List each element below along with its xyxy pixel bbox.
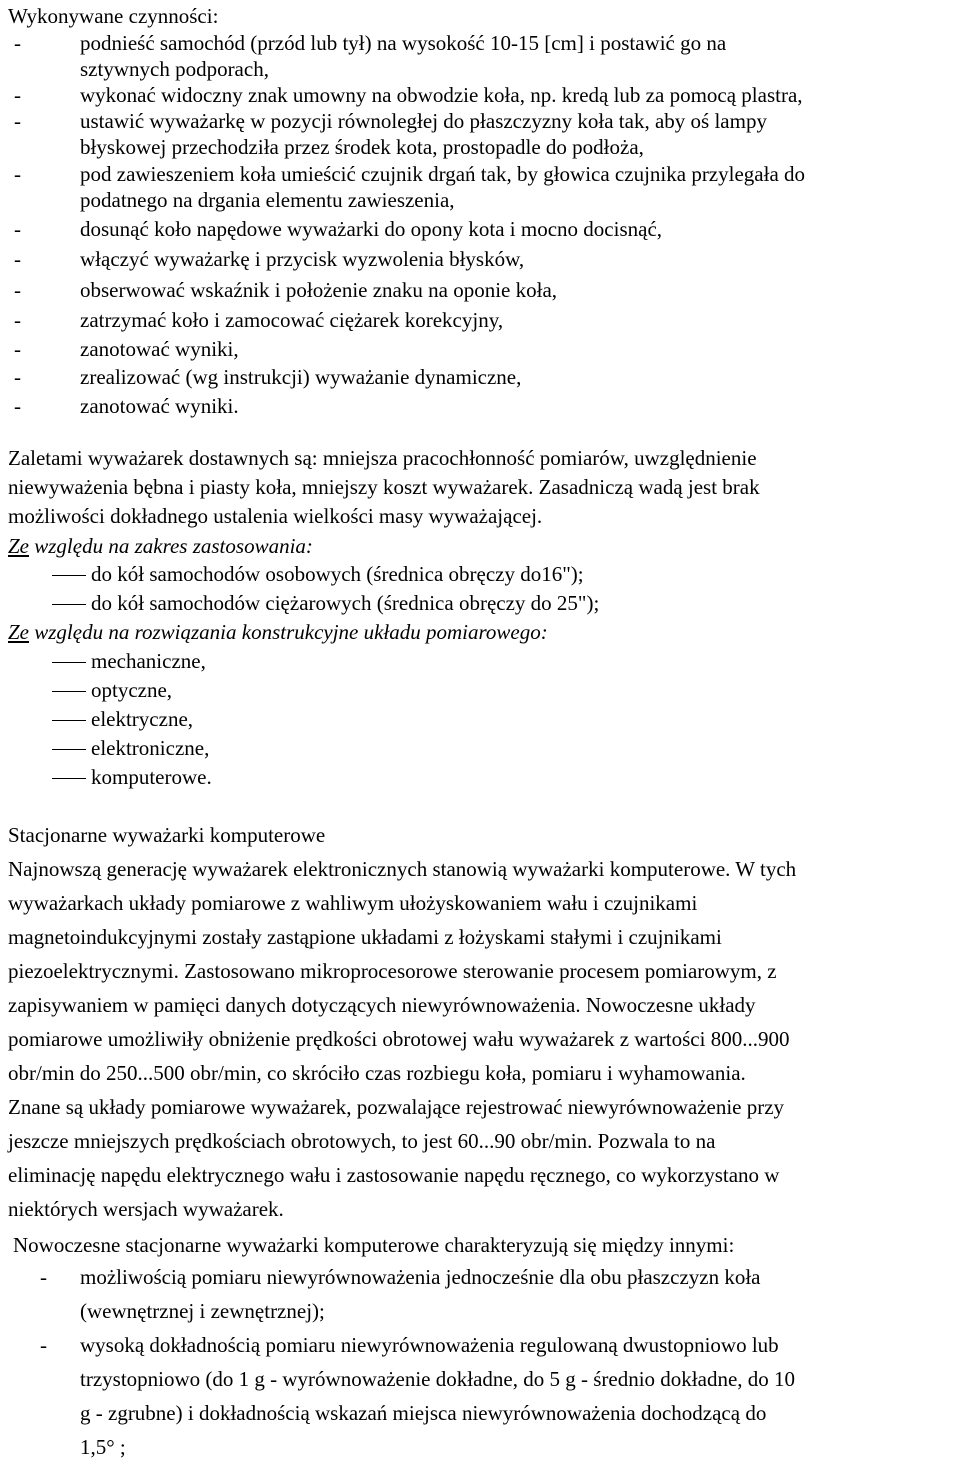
list-dash: - (14, 308, 21, 332)
paragraph-line: piezoelektrycznymi. Zastosowano mikroprocesorowe sterowanie procesem pomiarowym, z (8, 959, 777, 983)
feature-item: g - zgrubne) i dokładnością wskazań miejsca niewyrównoważenia dochodzącą do (80, 1401, 767, 1425)
list-dash: - (14, 278, 21, 302)
design-item: mechaniczne, (91, 649, 206, 673)
list-item: zanotować wyniki, (80, 337, 239, 361)
scope-item: do kół samochodów osobowych (średnica obręczy do16"); (91, 562, 584, 586)
list-item: ustawić wyważarkę w pozycji równoległej do płaszczyzny koła tak, aby oś lampy (80, 109, 767, 133)
list-item: obserwować wskaźnik i położenie znaku na oponie koła, (80, 278, 558, 302)
list-dash: - (14, 394, 21, 418)
paragraph-line: Najnowszą generację wyważarek elektronicznych stanowią wyważarki komputerowe. W tych (8, 857, 797, 881)
list-dash: - (40, 1333, 47, 1357)
paragraph-line: jeszcze mniejszych prędkościach obrotowych, to jest 60...90 obr/min. Pozwala to na (8, 1129, 716, 1153)
list-item: sztywnych podporach, (80, 57, 269, 81)
list-item: włączyć wyważarkę i przycisk wyzwolenia błysków, (80, 247, 525, 271)
paragraph-line: obr/min do 250...500 obr/min, co skróciło czas rozbiegu koła, pomiaru i wyhamowania. (8, 1061, 746, 1085)
list-item: pod zawieszeniem koła umieścić czujnik drgań tak, by głowica czujnika przylegała do (80, 162, 806, 186)
scope-heading-text: względu na zakres zastosowania: (29, 534, 313, 558)
list-item: zatrzymać koło i zamocować ciężarek korekcyjny, (80, 308, 504, 332)
feature-item: (wewnętrznej i zewnętrznej); (80, 1299, 325, 1323)
section-title: Stacjonarne wyważarki komputerowe (8, 823, 326, 847)
paragraph-line: Znane są układy pomiarowe wyważarek, pozwalające rejestrować niewyrównoważenie przy (8, 1095, 785, 1119)
list-dash: - (14, 162, 21, 186)
em-dash-line (52, 604, 86, 605)
scope-item: do kół samochodów ciężarowych (średnica obręczy do 25"); (91, 591, 600, 615)
feature-item: 1,5° ; (80, 1435, 126, 1459)
list-dash: - (14, 247, 21, 271)
list-item: wykonać widoczny znak umowny na obwodzie koła, np. kredą lub za pomocą plastra, (80, 83, 803, 107)
paragraph-line: Zaletami wyważarek dostawnych są: mniejsza pracochłonność pomiarów, uwzględnienie (8, 446, 757, 470)
list-dash: - (40, 1265, 47, 1289)
scope-heading (8, 533, 313, 559)
design-heading (8, 619, 548, 645)
feature-item: wysoką dokładnością pomiaru niewyrównoważenia regulowaną dwustopniowo lub (80, 1333, 779, 1357)
list-dash: - (14, 31, 21, 55)
em-dash-line (52, 662, 86, 663)
paragraph-line: niewyważenia bębna i piasty koła, mniejszy koszt wyważarek. Zasadniczą wadą jest brak (8, 475, 760, 499)
list-item: podatnego na drgania elementu zawieszenia, (80, 188, 455, 212)
design-heading-text: względu na rozwiązania konstrukcyjne układu pomiarowego: (29, 620, 548, 644)
list-item: podnieść samochód (przód lub tył) na wysokość 10-15 [cm] i postawić go na (80, 31, 727, 55)
paragraph-line: magnetoindukcyjnymi zostały zastąpione układami z łożyskami stałymi i czujnikami (8, 925, 722, 949)
list-dash: - (14, 109, 21, 133)
design-item: elektroniczne, (91, 736, 210, 760)
feature-item: trzystopniowo (do 1 g - wyrównoważenie dokładne, do 5 g - średnio dokładne, do 10 (80, 1367, 796, 1391)
list-item: zanotować wyniki. (80, 394, 239, 418)
list-item: błyskowej przechodziła przez środek kota, prostopadle do podłoża, (80, 135, 644, 159)
em-dash-line (52, 778, 86, 779)
list-item: zrealizować (wg instrukcji) wyważanie dynamiczne, (80, 365, 522, 389)
paragraph-line: wyważarkach układy pomiarowe z wahliwym ułożyskowaniem wału i czujnikami (8, 891, 698, 915)
list-dash: - (14, 217, 21, 241)
design-item: optyczne, (91, 678, 173, 702)
em-dash-line (52, 691, 86, 692)
design-item: elektryczne, (91, 707, 194, 731)
paragraph-line: zapisywaniem w pamięci danych dotyczących niewyrównoważenia. Nowoczesne układy (8, 993, 756, 1017)
list-dash: - (14, 365, 21, 389)
em-dash-line (52, 575, 86, 576)
list-dash: - (14, 337, 21, 361)
em-dash-line (52, 749, 86, 750)
paragraph-line: niektórych wersjach wyważarek. (8, 1197, 284, 1221)
feature-item: możliwością pomiaru niewyrównoważenia jednocześnie dla obu płaszczyzn koła (80, 1265, 761, 1289)
list-dash: - (14, 83, 21, 107)
design-item: komputerowe. (91, 765, 212, 789)
em-dash-line (52, 720, 86, 721)
features-intro: Nowoczesne stacjonarne wyważarki komputerowe charakteryzują się między innymi: (13, 1233, 735, 1257)
paragraph-line: możliwości dokładnego ustalenia wielkości masy wyważającej. (8, 504, 543, 528)
design-heading-prefix: Ze (8, 620, 29, 644)
paragraph-line: eliminację napędu elektrycznego wału i zastosowanie napędu ręcznego, co wykorzystano w (8, 1163, 780, 1187)
paragraph-line: pomiarowe umożliwiły obniżenie prędkości obrotowej wału wyważarek z wartości 800...900 (8, 1027, 790, 1051)
section-heading: Wykonywane czynności: (8, 4, 219, 28)
list-item: dosunąć koło napędowe wyważarki do opony kota i mocno docisnąć, (80, 217, 663, 241)
scope-heading-prefix: Ze (8, 534, 29, 558)
